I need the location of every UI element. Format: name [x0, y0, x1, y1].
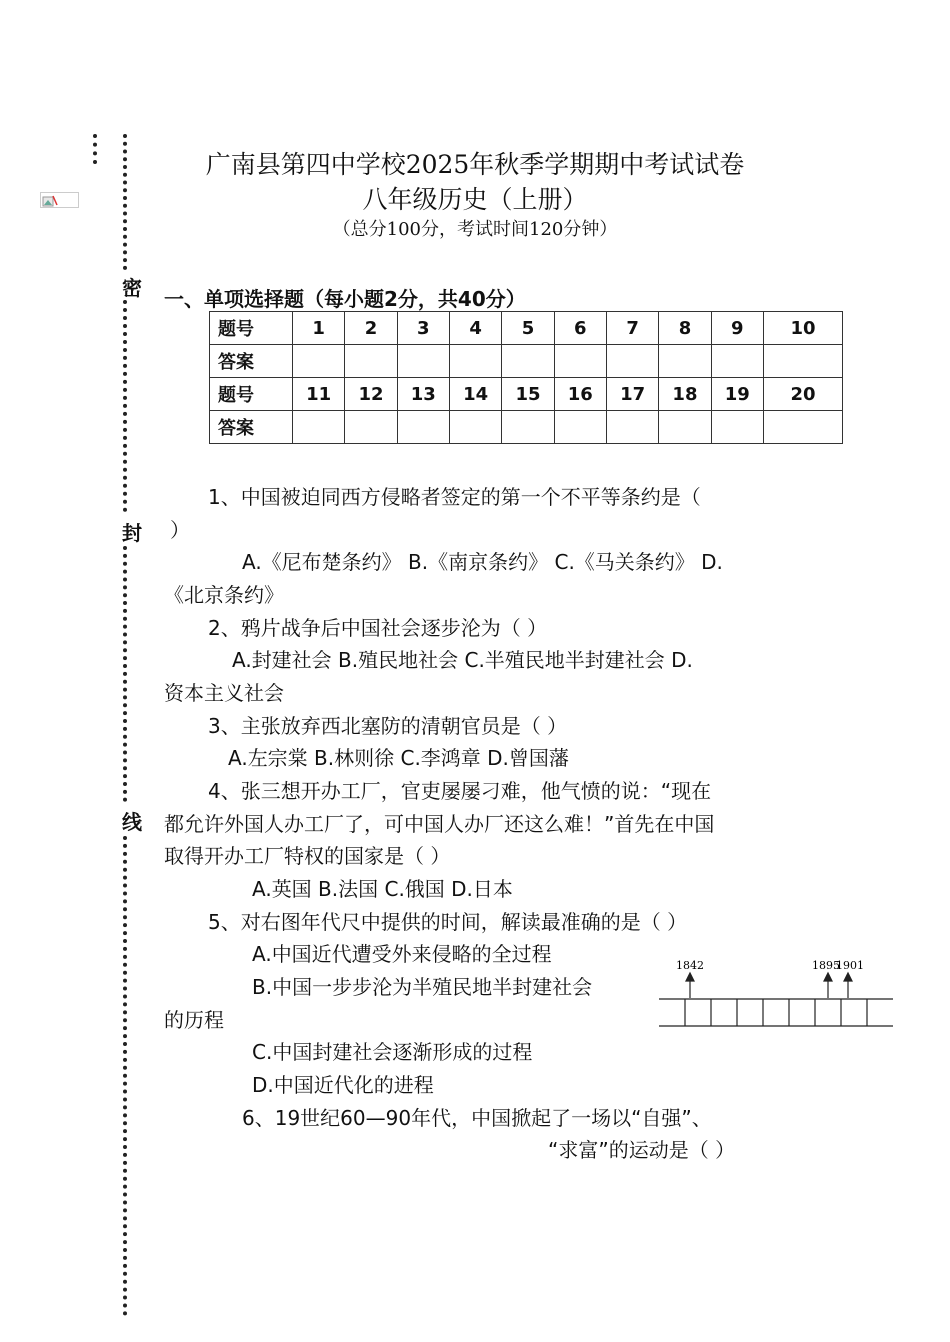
question-number: 7 [606, 312, 658, 345]
binding-line-bottom [123, 836, 127, 1316]
answer-cell[interactable] [345, 411, 397, 444]
answer-cell[interactable] [659, 411, 711, 444]
seal-char-mi: 密 [122, 276, 142, 300]
q4-stem-2: 都允许外国人办工厂了，可中国人办厂还这么难！”首先在中国 [164, 812, 715, 836]
answer-cell[interactable] [449, 345, 501, 378]
answer-cell[interactable] [764, 411, 843, 444]
q5-stem: 5、对右图年代尺中提供的时间，解读最准确的是（ ） [208, 910, 688, 934]
answer-cell[interactable] [764, 345, 843, 378]
binding-line-mid2 [123, 546, 127, 802]
question-number: 10 [764, 312, 843, 345]
timeline-ruler [659, 999, 893, 1026]
question-number: 15 [502, 378, 554, 411]
question-number: 4 [449, 312, 501, 345]
q4-stem-1: 4、张三想开办工厂，官吏屡屡刁难，他气愤的说：“现在 [208, 779, 712, 803]
q3-options: A.左宗棠 B.林则徐 C.李鸿章 D.曾国藩 [228, 746, 569, 770]
question-number: 11 [293, 378, 345, 411]
q5-option-b: B.中国一步步沦为半殖民地半封建社会 [252, 975, 593, 999]
question-number: 1 [293, 312, 345, 345]
answer-cell[interactable] [397, 411, 449, 444]
timeline-arrows [686, 973, 852, 998]
row-label: 答案 [210, 345, 293, 378]
answer-cell[interactable] [397, 345, 449, 378]
answer-cell[interactable] [502, 345, 554, 378]
q1-options-cont: 《北京条约》 [164, 583, 284, 607]
question-number: 18 [659, 378, 711, 411]
answer-cell[interactable] [449, 411, 501, 444]
binding-line-mid1 [123, 300, 127, 512]
answer-cell[interactable] [659, 345, 711, 378]
q2-options: A.封建社会 B.殖民地社会 C.半殖民地半封建社会 D. [232, 648, 693, 672]
answer-cell[interactable] [293, 411, 345, 444]
answer-cell[interactable] [554, 411, 606, 444]
answer-cell[interactable] [293, 345, 345, 378]
row-label: 题号 [210, 378, 293, 411]
q1-options: A.《尼布楚条约》 B.《南京条约》 C.《马关条约》 D. [242, 550, 723, 574]
question-number: 19 [711, 378, 763, 411]
answer-cell[interactable] [502, 411, 554, 444]
question-number: 9 [711, 312, 763, 345]
timeline-figure [657, 955, 897, 1030]
q3-stem: 3、主张放弃西北塞防的清朝官员是（ ） [208, 714, 568, 738]
answer-cell[interactable] [606, 411, 658, 444]
row-label: 答案 [210, 411, 293, 444]
q6-stem-2: “求富”的运动是（ ） [548, 1138, 736, 1162]
seal-char-xian: 线 [122, 810, 142, 834]
answer-cell[interactable] [711, 411, 763, 444]
exam-title: 广南县第四中学校2025年秋季学期期中考试试卷 [205, 150, 745, 179]
q6-stem-1: 6、19世纪60—90年代，中国掀起了一场以“自强”、 [242, 1106, 712, 1130]
question-number: 6 [554, 312, 606, 345]
answer-table [209, 311, 843, 444]
q2-stem: 2、鸦片战争后中国社会逐步沦为（ ） [208, 616, 548, 640]
question-number: 2 [345, 312, 397, 345]
question-number: 14 [449, 378, 501, 411]
q4-options: A.英国 B.法国 C.俄国 D.日本 [252, 877, 513, 901]
question-number: 12 [345, 378, 397, 411]
table-row [210, 345, 843, 378]
answer-cell[interactable] [345, 345, 397, 378]
question-number: 13 [397, 378, 449, 411]
row-label: 题号 [210, 312, 293, 345]
timeline-label-1901: 1901 [836, 959, 864, 972]
seal-char-feng: 封 [122, 521, 142, 545]
question-number: 8 [659, 312, 711, 345]
table-row [210, 411, 843, 444]
q2-options-cont: 资本主义社会 [164, 681, 284, 705]
q5-option-c: C.中国封建社会逐渐形成的过程 [252, 1040, 533, 1064]
exam-subject: 八年级历史（上册） [362, 185, 588, 214]
q1-stem: 1、中国被迫同西方侵略者签定的第一个不平等条约是（ [208, 485, 701, 509]
section-title: 一、单项选择题（每小题2分，共40分） [164, 287, 526, 311]
answer-cell[interactable] [554, 345, 606, 378]
question-number: 3 [397, 312, 449, 345]
answer-cell[interactable] [606, 345, 658, 378]
q5-option-b-cont: 的历程 [164, 1008, 224, 1032]
q5-option-d: D.中国近代化的进程 [252, 1073, 434, 1097]
q1-stem-end: ） [170, 518, 190, 542]
timeline-label-1895: 1895 [812, 959, 840, 972]
answer-cell[interactable] [711, 345, 763, 378]
table-row [210, 378, 843, 411]
question-number: 20 [764, 378, 843, 411]
timeline-label-1842: 1842 [676, 959, 704, 972]
table-row [210, 312, 843, 345]
q4-stem-3: 取得开办工厂特权的国家是（ ） [164, 844, 451, 868]
question-number: 17 [606, 378, 658, 411]
exam-info: （总分100分，考试时间120分钟） [332, 219, 618, 240]
q5-option-a: A.中国近代遭受外来侵略的全过程 [252, 942, 552, 966]
question-number: 5 [502, 312, 554, 345]
question-number: 16 [554, 378, 606, 411]
